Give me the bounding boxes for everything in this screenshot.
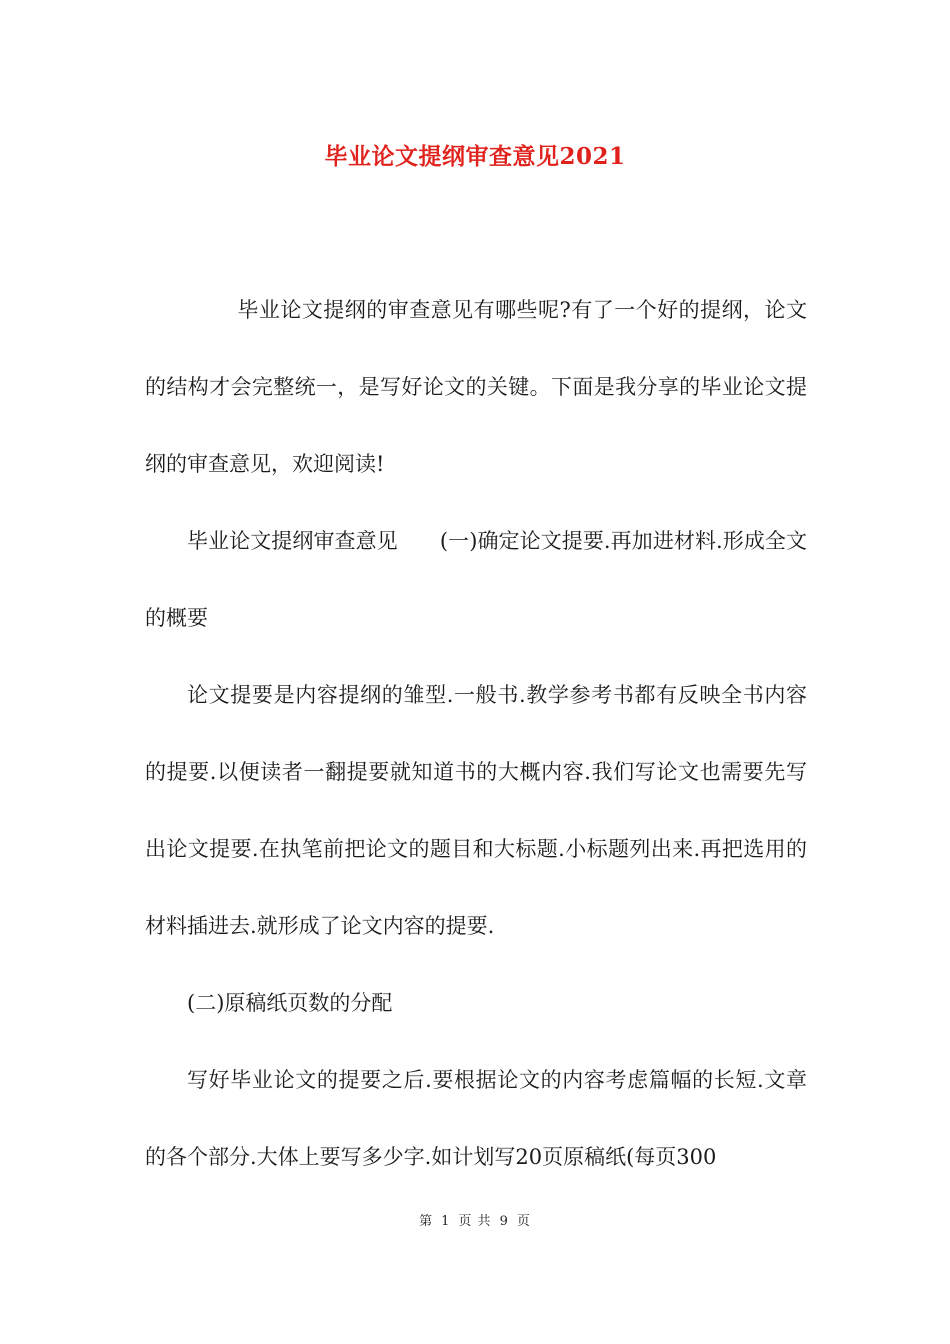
paragraph-section-1-body: 论文提要是内容提纲的雏型.一般书.教学参考书都有反映全书内容的提要.以便读者一翻提要就知道书的大概内容.我们写论文也需要先写出论文提要.在执笔前把论文的题目和大标题.小标题列出来.再把选用的材料插进去.就形成了论文内容的提要.: [145, 683, 807, 938]
document-title: 毕业论文提纲审查意见2021: [324, 143, 626, 170]
paragraph-section-1-heading: 毕业论文提纲审查意见 (一)确定论文提要.再加进材料.形成全文的概要: [145, 529, 807, 630]
footer-label-page: 第: [419, 1214, 434, 1229]
document-body: [145, 272, 807, 1196]
page-footer: [0, 1210, 950, 1229]
paragraph-section-2-body: 写好毕业论文的提要之后.要根据论文的内容考虑篇幅的长短.文章的各个部分.大体上要写多少字.如计划写20页原稿纸(每页300: [145, 1068, 807, 1169]
footer-total-pages: 9: [499, 1214, 509, 1229]
paragraph-intro: 毕业论文提纲的审查意见有哪些呢?有了一个好的提纲，论文的结构才会完整统一，是写好论文的关键。下面是我分享的毕业论文提纲的审查意见，欢迎阅读!: [145, 298, 807, 476]
paragraph-section-2-heading: (二)原稿纸页数的分配: [187, 991, 393, 1015]
footer-label-of: 页 共: [458, 1214, 492, 1229]
footer-label-end: 页: [516, 1214, 531, 1229]
footer-current-page: 1: [441, 1214, 451, 1229]
